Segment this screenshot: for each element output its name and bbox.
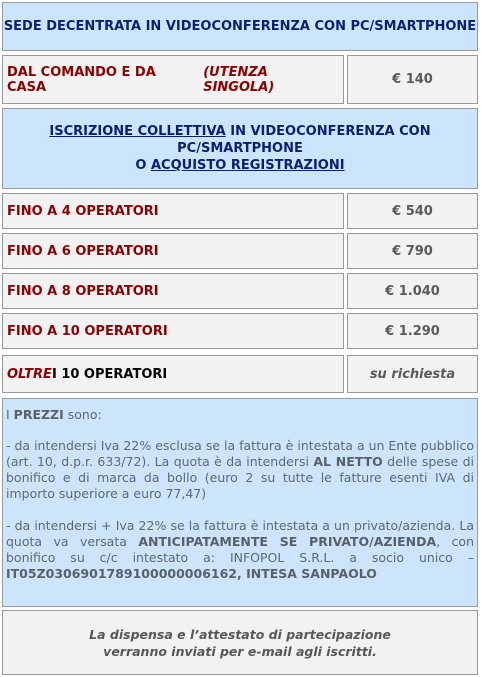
footer-note: [2, 610, 478, 675]
tier-price-cell: [347, 233, 478, 269]
collective-header-line2: PC/SMARTPHONE: [177, 141, 303, 156]
single-user-price-cell: [347, 55, 478, 104]
public-entity-note: - da intendersi Iva 22% esclusa se la fattura è intestata a un Ente pubblico (art. 10, d.p.r. 633/72). La quota è da intendersi AL NETTO delle spese di bonifico e di marca da bollo (euro 2 su tutte le fatture esenti IVA di importo superiore a euro 77,47): [6, 438, 475, 501]
private-company-note: - da intendersi + Iva 22% se la fattura è intestata a un privato/azienda. La quota va versata ANTICIPATAMENTE SE PRIVATO/AZIENDA, con bonifico su c/c intestato a: INFOPOL S.R.L. a socio unico – IT05Z0306901789100000006162, INTESA SANPAOLO: [6, 518, 474, 581]
over-10-price-cell: [347, 355, 478, 393]
tier-label: FINO A 10 OPERATORI: [7, 323, 168, 339]
iban: IT05Z0306901789100000006162, INTESA SANPAOLO: [6, 566, 377, 581]
single-user-label-cell: [2, 55, 344, 104]
tier-price: € 1.290: [385, 323, 440, 339]
tier-price-cell: [347, 273, 478, 309]
tier-price-cell: [347, 193, 478, 229]
collective-header: [2, 108, 478, 189]
tier-label-cell: [2, 273, 344, 309]
tier-label: FINO A 8 OPERATORI: [7, 283, 159, 299]
footer-line-2: verranno inviati per e-mail agli iscritti.: [103, 643, 377, 659]
tier-label: FINO A 4 OPERATORI: [7, 203, 159, 219]
single-user-price: € 140: [392, 72, 433, 87]
single-user-label-italic: (UTENZA SINGOLA): [203, 64, 275, 95]
purchase-recordings-link[interactable]: ACQUISTO REGISTRAZIONI: [150, 158, 345, 173]
section-header: [2, 2, 478, 51]
tier-price: € 1.040: [385, 283, 440, 299]
over-10-price: su richiesta: [369, 366, 456, 382]
footer-line-1: La dispensa e l’attestato di partecipazione: [89, 626, 391, 642]
over-10-label: I 10 OPERATORI: [51, 366, 168, 382]
tier-label: FINO A 6 OPERATORI: [7, 243, 159, 259]
over-10-label-cell: [2, 355, 344, 393]
tier-label-cell: [2, 233, 344, 269]
pricing-notes: [2, 398, 478, 607]
tier-price-cell: [347, 313, 478, 349]
tier-label-cell: [2, 313, 344, 349]
collective-header-text: IN VIDEOCONFERENZA CON: [225, 124, 431, 139]
prices-intro: I PREZZI sono:: [6, 407, 102, 422]
section-header-title: SEDE DECENTRATA IN VIDEOCONFERENZA CON PC/SMARTPHONE: [3, 19, 477, 34]
collective-registration-link[interactable]: ISCRIZIONE COLLETTIVA: [49, 124, 226, 139]
tier-price: € 790: [392, 243, 433, 259]
tier-price: € 540: [392, 203, 433, 219]
tier-label-cell: [2, 193, 344, 229]
single-user-label: DAL COMANDO E DA CASA: [7, 64, 156, 95]
collective-or: O: [135, 158, 151, 173]
over-10-italic: OLTRE: [7, 366, 52, 382]
